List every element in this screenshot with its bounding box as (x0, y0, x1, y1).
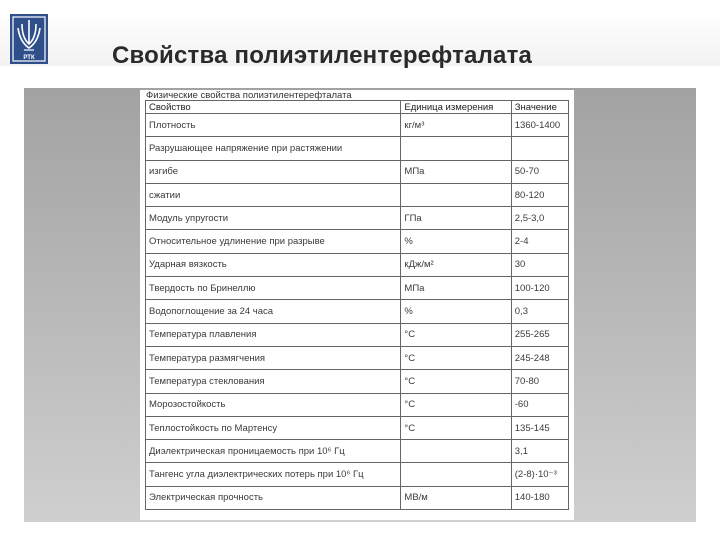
rtk-logo-icon (10, 14, 48, 64)
property-cell: изгибе (146, 160, 401, 183)
scanned-document (140, 90, 574, 520)
property-cell: Температура стеклования (146, 370, 401, 393)
table-row (146, 277, 569, 300)
value-cell: 1360-1400 (511, 114, 568, 137)
value-cell: (2-8)·10⁻³ (511, 463, 568, 486)
property-cell: Ударная вязкость (146, 253, 401, 276)
unit-cell: % (401, 300, 511, 323)
property-cell: Разрушающее напряжение при растяжении (146, 137, 401, 160)
table-row (146, 160, 569, 183)
table-row (146, 486, 569, 509)
property-cell: Электрическая прочность (146, 486, 401, 509)
value-cell: 0,3 (511, 300, 568, 323)
property-cell: Тангенс угла диэлектрических потерь при 10⁶ Гц (146, 463, 401, 486)
unit-cell: МПа (401, 160, 511, 183)
property-cell: Морозостойкость (146, 393, 401, 416)
unit-cell: °С (401, 393, 511, 416)
slide-header (0, 12, 720, 69)
table-row (146, 253, 569, 276)
unit-cell: кг/м³ (401, 114, 511, 137)
table-row (146, 183, 569, 206)
unit-cell: °С (401, 370, 511, 393)
property-cell: Диэлектрическая проницаемость при 10⁶ Гц (146, 440, 401, 463)
property-cell: Модуль упругости (146, 207, 401, 230)
properties-table (145, 100, 569, 510)
value-cell: 140-180 (511, 486, 568, 509)
unit-cell: % (401, 230, 511, 253)
header-unit: Единица измерения (401, 101, 511, 114)
value-cell: 2,5-3,0 (511, 207, 568, 230)
value-cell: 50-70 (511, 160, 568, 183)
table-row (146, 207, 569, 230)
value-cell: 80-120 (511, 183, 568, 206)
unit-cell: °С (401, 346, 511, 369)
value-cell: -60 (511, 393, 568, 416)
property-cell: сжатии (146, 183, 401, 206)
value-cell: 245-248 (511, 346, 568, 369)
value-cell: 100-120 (511, 277, 568, 300)
value-cell: 255-265 (511, 323, 568, 346)
table-row (146, 370, 569, 393)
logo-text: РТК (23, 55, 35, 61)
unit-cell (401, 463, 511, 486)
table-row (146, 416, 569, 439)
property-cell: Температура размягчения (146, 346, 401, 369)
property-cell: Твердость по Бринеллю (146, 277, 401, 300)
table-row (146, 393, 569, 416)
unit-cell (401, 137, 511, 160)
value-cell: 3,1 (511, 440, 568, 463)
value-cell (511, 137, 568, 160)
value-cell: 30 (511, 253, 568, 276)
table-row (146, 440, 569, 463)
unit-cell: кДж/м² (401, 253, 511, 276)
table-body (146, 114, 569, 510)
table-row (146, 300, 569, 323)
table-row (146, 230, 569, 253)
unit-cell: °С (401, 416, 511, 439)
property-cell: Относительное удлинение при разрыве (146, 230, 401, 253)
property-cell: Теплостойкость по Мартенсу (146, 416, 401, 439)
header-value: Значение (511, 101, 568, 114)
property-cell: Температура плавления (146, 323, 401, 346)
slide-title: Свойства полиэтилентерефталата (112, 42, 533, 69)
property-cell: Плотность (146, 114, 401, 137)
table-row (146, 114, 569, 137)
unit-cell: МПа (401, 277, 511, 300)
table-header-row (146, 101, 569, 114)
table-row (146, 463, 569, 486)
table-caption: Физические свойства полиэтилентерефталата (146, 90, 352, 101)
unit-cell: ГПа (401, 207, 511, 230)
table-row (146, 323, 569, 346)
unit-cell (401, 440, 511, 463)
table-row (146, 346, 569, 369)
value-cell: 135-145 (511, 416, 568, 439)
unit-cell: МВ/м (401, 486, 511, 509)
header-property: Свойство (146, 101, 401, 114)
property-cell: Водопоглощение за 24 часа (146, 300, 401, 323)
unit-cell (401, 183, 511, 206)
value-cell: 2-4 (511, 230, 568, 253)
value-cell: 70-80 (511, 370, 568, 393)
table-row (146, 137, 569, 160)
unit-cell: °С (401, 323, 511, 346)
